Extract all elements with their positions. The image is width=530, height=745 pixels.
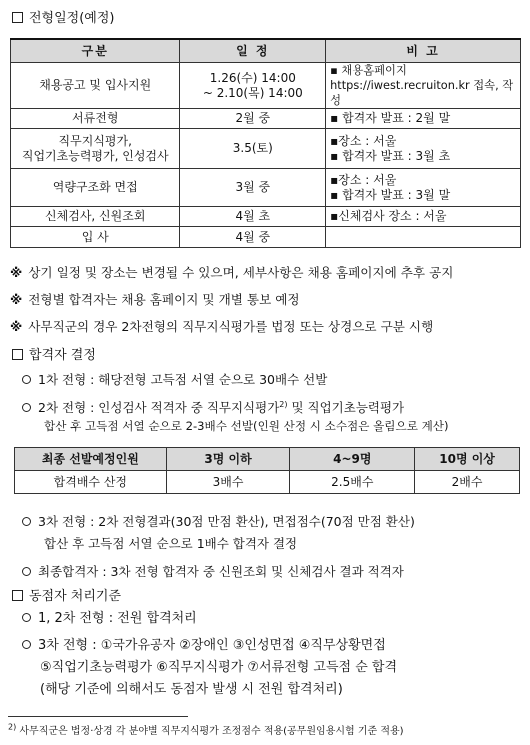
circle-bullet-icon — [22, 640, 31, 649]
row-note: ▪ 합격자 발표 : 2월 말 — [326, 109, 521, 129]
row-category: 신체검사, 신원조회 — [11, 207, 180, 227]
footnote: $^{2)}$ 사무직군은 법정·상경 각 분야별 직무지식평가 조정점수 적용(공무원임용시험 기준 적용) — [8, 722, 404, 737]
tie-item-third: 3차 전형 : ①국가유공자 ②장애인 ③인성면접 ④직무상황면접 — [22, 634, 386, 653]
selection-cell: 2.5배수 — [290, 471, 415, 494]
selection-cell: 2배수 — [415, 471, 520, 494]
tie-item-first: 1, 2차 전형 : 전원 합격처리 — [22, 607, 197, 626]
circle-bullet-icon — [22, 375, 31, 384]
footnote-divider — [8, 716, 188, 717]
row-date: 1.26(수) 14:00 ~ 2.10(목) 14:00 — [180, 63, 326, 109]
table-row — [15, 471, 520, 494]
table-row — [11, 109, 521, 129]
row-note: ▪장소 : 서울 ▪ 합격자 발표 : 3월 초 — [326, 129, 521, 169]
selection-table — [14, 447, 520, 494]
pass-item-second: 2차 전형 : 인성검사 적격자 중 직무지식평가$^{2)}$ 및 직업기초능력평가 — [22, 398, 404, 416]
pass-item-first: 1차 전형 : 해당전형 고득점 서열 순으로 30배수 선발 — [22, 370, 327, 388]
circle-bullet-icon — [22, 517, 31, 526]
row-date: 3월 중 — [180, 169, 326, 207]
pass-item-second-cont: 합산 후 고득점 서열 순으로 2-3배수 선발(인원 산정 시 소수점은 올림으로 계산) — [44, 419, 449, 433]
selection-header: 최종 선발예정인원 — [15, 448, 167, 471]
row-category: 입 사 — [11, 227, 180, 248]
checkbox-square-icon — [12, 349, 23, 360]
row-date: 4월 중 — [180, 227, 326, 248]
row-note: ▪장소 : 서울 ▪ 합격자 발표 : 3월 말 — [326, 169, 521, 207]
pass-item-final: 최종합격자 : 3차 전형 합격자 중 신원조회 및 신체검사 결과 적격자 — [22, 562, 404, 580]
tie-item-third-cont: ⑤직업기초능력평가 ⑥직무지식평가 ⑦서류전형 고득점 순 합격 — [40, 660, 398, 675]
section-pass-heading: 합격자 결정 — [12, 344, 96, 363]
section-schedule-heading: 전형일정(예정) — [12, 7, 115, 26]
note-item: ※ 사무직군의 경우 2차전형의 직무지식평가를 법정 또는 상경으로 구분 시행 — [10, 319, 434, 334]
row-category: 서류전형 — [11, 109, 180, 129]
pass-item-third: 3차 전형 : 2차 전형결과(30점 만점 환산), 면접점수(70점 만점 환산) — [22, 512, 415, 530]
pass-item-third-cont: 합산 후 고득점 서열 순으로 1배수 합격자 결정 — [44, 536, 298, 551]
selection-header: 10명 이상 — [415, 448, 520, 471]
section-tie-heading: 동점자 처리기준 — [12, 585, 121, 604]
table-row — [11, 227, 521, 248]
table-row — [11, 169, 521, 207]
selection-cell: 합격배수 산정 — [15, 471, 167, 494]
circle-bullet-icon — [22, 403, 31, 412]
selection-cell: 3배수 — [166, 471, 290, 494]
table-row — [11, 129, 521, 169]
header-category: 구분 — [11, 39, 180, 63]
checkbox-square-icon — [12, 590, 23, 601]
schedule-table — [10, 38, 521, 248]
note-item: ※ 상기 일정 및 장소는 변경될 수 있으며, 세부사항은 채용 홈페이지에 추후 공지 — [10, 265, 454, 280]
row-date: 4월 초 — [180, 207, 326, 227]
row-note: ▪신체검사 장소 : 서울 — [326, 207, 521, 227]
table-row — [11, 207, 521, 227]
row-note: ▪ 채용홈페이지 https://iwest.recruiton.kr 접속, 작성 — [326, 63, 521, 109]
tie-item-third-note: (해당 기준에 의해서도 동점자 발생 시 전원 합격처리) — [40, 682, 343, 697]
selection-header-row — [15, 448, 520, 471]
header-note: 비 고 — [326, 39, 521, 63]
note-item: ※ 전형별 합격자는 채용 홈페이지 및 개별 통보 예정 — [10, 292, 300, 307]
row-note — [326, 227, 521, 248]
row-category: 역량구조화 면접 — [11, 169, 180, 207]
row-category: 직무지식평가, 직업기초능력평가, 인성검사 — [11, 129, 180, 169]
row-date: 2월 중 — [180, 109, 326, 129]
selection-header: 3명 이하 — [166, 448, 290, 471]
checkbox-square-icon — [12, 12, 23, 23]
row-category: 채용공고 및 입사지원 — [11, 63, 180, 109]
circle-bullet-icon — [22, 567, 31, 576]
header-date: 일 정 — [180, 39, 326, 63]
selection-header: 4~9명 — [290, 448, 415, 471]
schedule-header-row — [11, 39, 521, 63]
table-row — [11, 63, 521, 109]
circle-bullet-icon — [22, 613, 31, 622]
row-date: 3.5(토) — [180, 129, 326, 169]
